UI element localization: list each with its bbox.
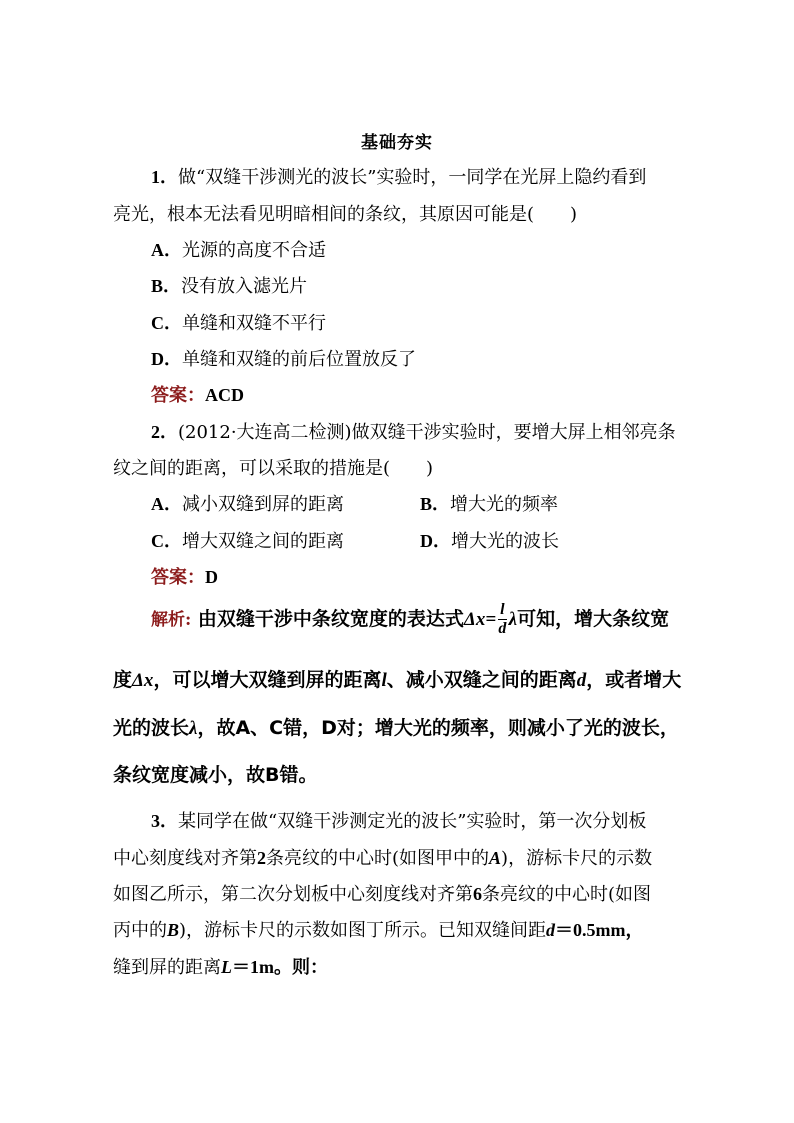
delta-x-symbol: Δx <box>463 609 486 630</box>
q1-line-2 <box>113 204 577 226</box>
q2-line-2 <box>113 458 433 480</box>
q1-option-a: A．光源的高度不合适 <box>151 240 326 261</box>
q2-stem-2: 纹之间的距离，可以采取的措施是( ) <box>113 458 434 479</box>
q2-analysis-line-3: 光的波长λ，故A、C错，D对；增大光的频率，则减小了光的波长， <box>113 717 679 739</box>
q2-option-b: B．增大光的频率 <box>420 494 559 515</box>
q1-answer-label: 答案： <box>151 385 205 406</box>
q2-line-1 <box>151 422 676 444</box>
fraction-l-over-d: $\frac{l}{d}$ <box>498 601 507 637</box>
q3-number: 3． <box>151 811 178 831</box>
q1-number: 1． <box>151 167 178 187</box>
q2-analysis-line-1: 解析: 由双缝干涉中条纹宽度的表达式Δx= $\frac{l}{d}$ λ可知，增大条纹宽 <box>151 601 670 637</box>
q2-option-a: A．减小双缝到屏的距离 <box>151 494 344 515</box>
q1-answer <box>151 385 244 407</box>
q1-line-1 <box>151 167 646 189</box>
q3-line-4: 丙中的B)，游标卡尺的示数如图丁所示。已知双缝间距d＝0.5mm， <box>113 920 644 941</box>
analysis-label: 解析: <box>151 610 192 630</box>
q2-analysis-line-2: 度Δx，可以增大双缝到屏的距离l、减小双缝之间的距离d，或者增大 <box>113 669 682 691</box>
q2-answer <box>151 567 218 589</box>
q2-answer-value: D <box>205 567 218 587</box>
q2-answer-label: 答案： <box>151 567 205 588</box>
q1-answer-value: ACD <box>205 385 244 405</box>
q3-line-1: 3．某同学在做“双缝干涉测定光的波长”实验时，第一次分划板 <box>151 811 647 832</box>
q2-number: 2． <box>151 422 178 442</box>
lambda-symbol: λ <box>508 609 518 630</box>
q1-option-b: B．没有放入滤光片 <box>151 276 308 297</box>
q2-stem-1: (2012·大连高二检测)做双缝干涉实验时，要增大屏上相邻亮条 <box>178 422 676 443</box>
q1-option-c: C．单缝和双缝不平行 <box>151 313 326 334</box>
section-title: 基础夯实 <box>361 133 433 153</box>
q1-option-d: D．单缝和双缝的前后位置放反了 <box>151 349 416 370</box>
q3-line-5: 缝到屏的距离L＝1m。则： <box>113 957 328 978</box>
q3-line-2: 中心刻度线对齐第2条亮纹的中心时(如图甲中的A)，游标卡尺的示数 <box>113 848 653 869</box>
q1-stem-2: 亮光，根本无法看见明暗相间的条纹，其原因可能是( ) <box>113 204 578 225</box>
q2-option-c: C．增大双缝之间的距离 <box>151 531 344 552</box>
q2-option-d: D．增大光的波长 <box>420 531 559 552</box>
q1-stem-1: 做“双缝干涉测光的波长”实验时，一同学在光屏上隐约看到 <box>178 167 647 188</box>
q3-line-3: 如图乙所示，第二次分划板中心刻度线对齐第6条亮纹的中心时(如图 <box>113 884 652 905</box>
q2-analysis-line-4: 条纹宽度减小，故B错。 <box>113 764 318 786</box>
